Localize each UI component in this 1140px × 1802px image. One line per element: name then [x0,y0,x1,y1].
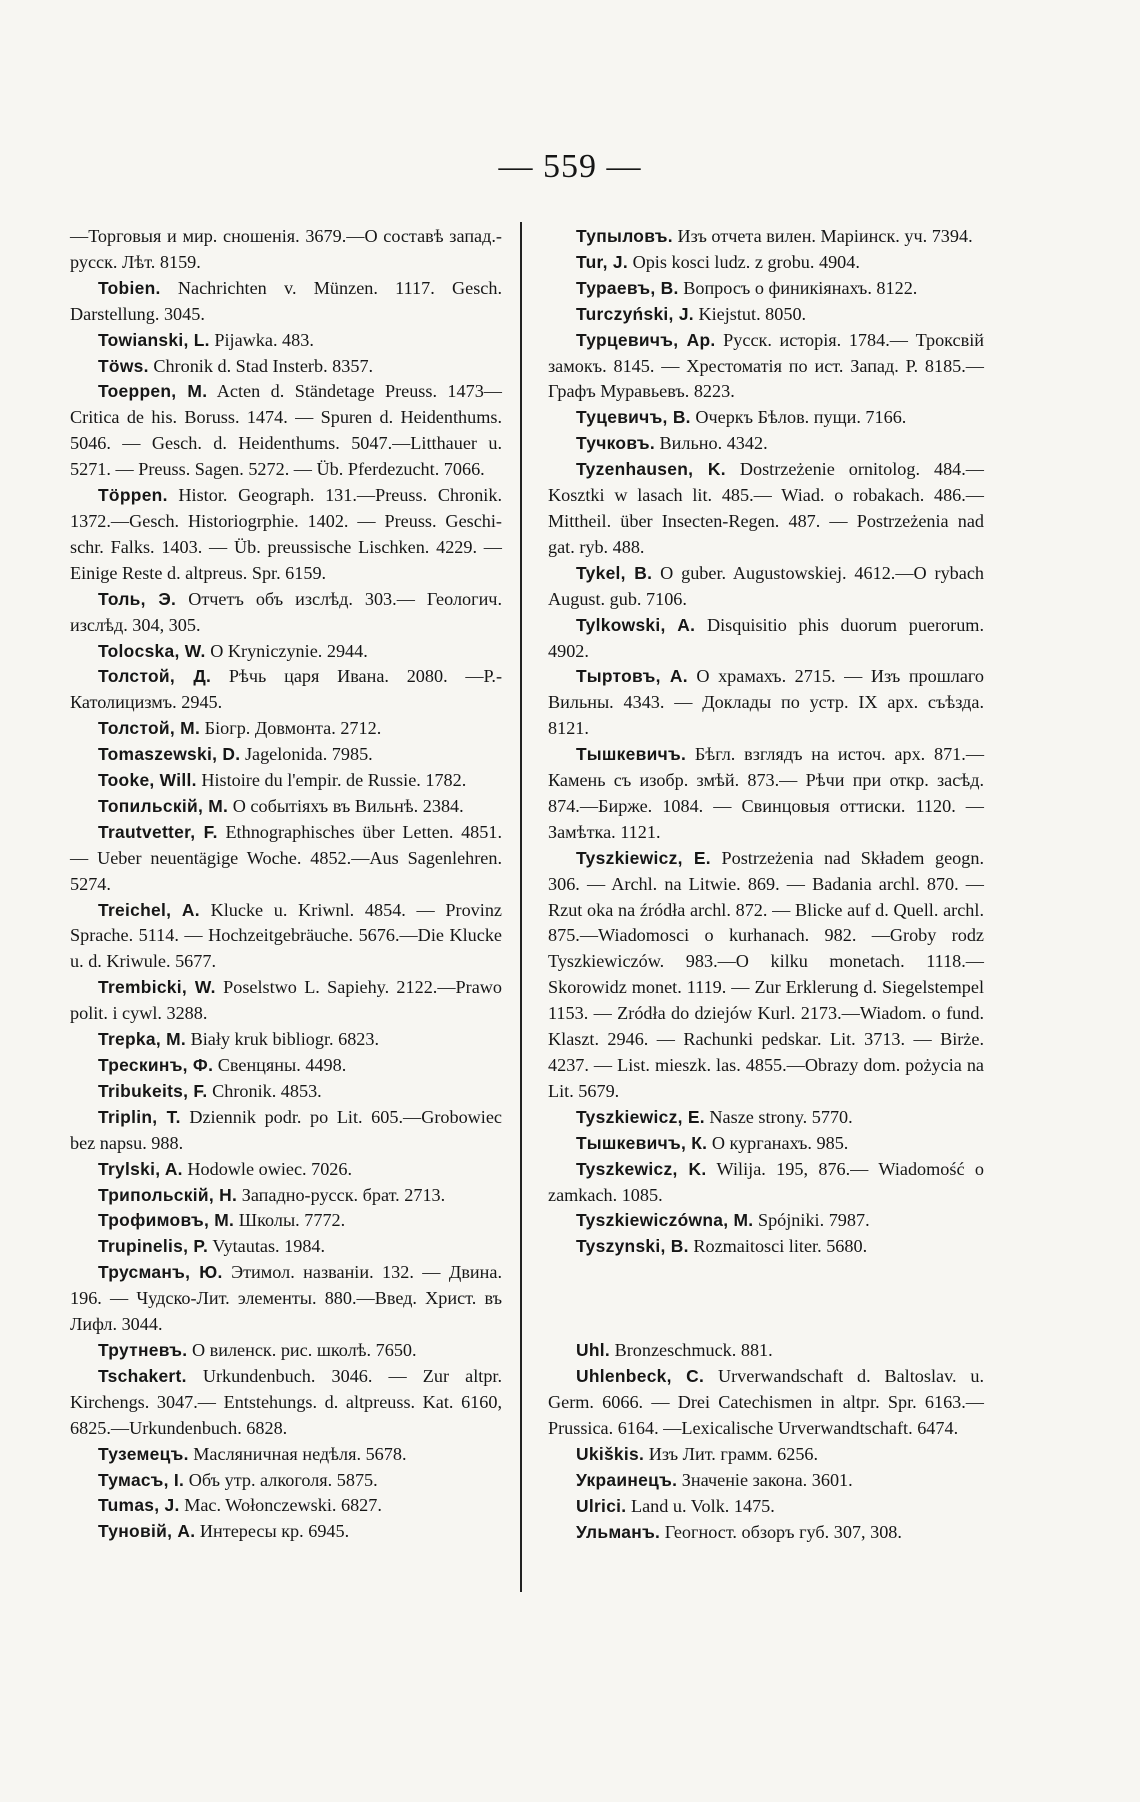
index-entry [70,1105,502,1157]
index-entry [548,224,984,250]
index-entry [548,1494,984,1520]
entry-works: О курганахъ. 985. [711,1132,849,1153]
entry-works: Свенцяны. 4498. [217,1055,347,1075]
entry-works: O Kryniczynie. 2944. [210,640,368,661]
entry-author: Тышкевичъ. [576,744,687,765]
index-entry [548,664,984,742]
entry-author: Tyszkiewicz, E. [576,1106,705,1127]
entry-author: Trepka, M. [98,1029,187,1050]
index-entry [70,1468,502,1494]
column-divider [520,222,522,1592]
entry-author: Trembicki, W. [98,977,216,998]
entry-author: Trautvetter, F. [98,821,218,842]
entry-works: Русск. исторія. 1784.— Троксвій замокъ. 8145. — Хрестоматія по ист. Запад. Р. 8185.—Графъ Муравьевъ. 8223. [548,329,985,402]
index-entry [70,328,502,354]
entry-works: Chronik. 4853. [212,1080,322,1101]
index-entry [70,354,502,380]
index-entry [70,664,502,716]
entry-author: Ulrici. [576,1495,627,1516]
entry-works: Школы. 7772. [238,1210,346,1231]
index-entry [548,846,984,1105]
entry-works: Dziennik podr. po Lit. 605.—Grobowiec bez napsu. 988. [70,1106,502,1153]
index-entry [70,742,502,768]
index-entry [548,431,984,457]
entry-author: Tur, J. [576,251,629,272]
index-entry [548,1442,984,1468]
entry-author: Толь, Э. [98,588,177,609]
index-entry [70,1027,502,1053]
index-entry [70,639,502,665]
entry-works: Ethnographisches über Letten. 4851. — Ueber neuentägige Woche. 4852.—Aus Sagenlehren. 5274. [70,821,503,894]
entry-author: Трофимовъ, М. [98,1210,235,1231]
entry-author: Tribukeits, F. [98,1080,208,1101]
index-entry [70,1493,502,1519]
index-entry [70,224,502,276]
index-entry [548,1520,984,1546]
index-entry [548,742,984,846]
index-entry [548,1468,984,1494]
index-entry [548,1105,984,1131]
entry-author: Tyszkiewiczówna, M. [576,1210,754,1231]
entry-author: Тышкевичъ, К. [576,1132,708,1153]
right-column [548,224,984,1546]
entry-works: Opis kosci ludz. z grobu. 4904. [632,251,860,272]
index-entry [70,276,502,328]
entry-author: Туновій, А. [98,1521,196,1542]
entry-works: Mac. Wołonczewski. 6827. [184,1495,382,1516]
entry-works: Бѣгл. взглядъ на источ. арх. 871.—Камень съ изобр. змѣй. 873.— Рѣчи при откр. засѣд. 874.—Бирже. 1084. — Свинцовыя оттиски. 1120. — Замѣтка. 1121. [548,744,985,842]
entry-author: Turczyński, J. [576,303,694,324]
index-entry [548,405,984,431]
entry-works: Acten d. Ständetage Preuss. 1473—Critica de his. Boruss. 1474. — Spuren d. Heidenthums. 5046. — Gesch. d. Heidenthums. 5047.—Litthauer u. 5271. — Preuss. Sagen. 5272. — Üb. Pferdezucht. 7066. [70,381,502,480]
entry-author: Tumas, J. [98,1495,180,1516]
entry-works: Вопросъ о финикіянахъ. 8122. [683,277,918,298]
entry-author: Турцевичъ, Ар. [576,329,716,350]
entry-works: Интересы кр. 6945. [199,1521,350,1542]
entry-author: Tooke, Will. [98,770,197,791]
entry-works: Dostrzeżenie ornitolog. 484.—Kosztki w lasach lit. 485.— Wiad. o robakach. 486.—Mittheil. über Insecten-Regen. 487. — Postrzeżenia nad gat. ryb. 488. [548,459,984,557]
left-column [70,224,502,1545]
index-entry [70,483,502,587]
index-entry [70,1234,502,1260]
entry-works: Nasze strony. 5770. [709,1106,853,1127]
index-entry [548,1364,984,1442]
entry-works: Spójniki. 7987. [757,1210,870,1231]
entry-author: Трусманъ, Ю. [98,1262,223,1283]
entry-author: Туземецъ. [98,1443,189,1464]
index-entry [70,1183,502,1209]
index-entry [70,975,502,1027]
entry-author: Tyszynski, B. [576,1236,689,1257]
entry-works: Вильно. 4342. [659,433,768,454]
entry-works: Объ утр. алкоголя. 5875. [188,1469,378,1490]
index-entry [548,1131,984,1157]
index-entry [70,1053,502,1079]
entry-author: Трутневъ. [98,1339,188,1360]
entry-works: Poselstwo L. Sapiehy. 2122.—Prawo polit. i cywl. 3288. [70,977,503,1024]
entry-works: Kiejstut. 8050. [698,303,807,324]
entry-author: Тупыловъ. [576,226,673,246]
entry-author: Trylski, A. [98,1158,183,1179]
entry-author: Toeppen, M. [98,381,208,402]
entry-works: Disquisitio phis duorum puerorum. 4902. [548,614,985,661]
entry-author: Тучковъ. [576,433,655,454]
entry-author: Uhlenbeck, C. [576,1366,705,1387]
entry-works: Land u. Volk. 1475. [630,1495,775,1516]
entry-author: Uhl. [576,1340,611,1361]
entry-author: Tyszkiewicz, E. [576,847,711,868]
entry-author: Tykel, B. [576,562,653,583]
entry-author: Triplin, T. [98,1106,181,1127]
index-entry [548,613,984,665]
entry-author: Tobien. [98,277,161,298]
entry-works: Histor. Geograph. 131.—Preuss. Chronik. 1372.—Gesch. Historiogrphie. 1402. — Preuss. Geschi-schr. Falks. 1403. — Üb. preussische Lischken. 4229. — Einige Reste d. altpreus. Spr. 6159. [70,485,502,583]
entry-author: Туцевичъ, В. [576,407,691,428]
entry-works: О событіяхъ въ Вильнѣ. 2384. [232,795,464,816]
entry-works: Очеркъ Бѣлов. пущи. 7166. [695,407,907,428]
section-gap [548,1260,984,1338]
entry-author: Töws. [98,355,149,376]
entry-author: Towianski, L. [98,329,210,350]
page-number: — 559 — [498,148,642,185]
index-entry [70,898,502,976]
index-entry [70,1364,502,1442]
index-entry [548,1234,984,1260]
entry-works: Значеніе закона. 3601. [681,1469,853,1490]
entry-works: —Торговыя и мир. сношенія. 3679.—О составѣ запад.-русск. Лѣт. 8159. [70,226,502,272]
index-entry [548,457,984,561]
entry-author: Tyszkewicz, K. [576,1158,707,1179]
index-entry [548,302,984,328]
entry-works: Геогност. обзоръ губ. 307, 308. [664,1521,902,1542]
entry-works: О виленск. рис. школѣ. 7650. [191,1339,417,1360]
entry-works: О храмахъ. 2715. — Изъ прошлаго Вильны. 4343. — Доклады по устр. IX арх. съѣзда. 8121. [548,666,985,739]
entry-author: Трескинъ, Ф. [98,1055,214,1075]
entry-author: Treichel, A. [98,899,200,920]
entry-author: Украинецъ. [576,1469,678,1490]
index-entry [70,1338,502,1364]
entry-author: Töppen. [98,485,168,506]
entry-works: Этимол. названіи. 132. — Двина. 196. — Чудско-Лит. элементы. 880.—Введ. Христ. въ Лифл. 3044. [70,1262,502,1335]
entry-works: Urverwandschaft d. Baltoslav. u. Germ. 6066. — Drei Catechismen in altpr. Spr. 6163.— Prussica. 6164. —Lexicalische Urverwandtschaft. 6474. [548,1366,984,1438]
entry-works: Рѣчь царя Ивана. 2080. —Р.-Католицизмъ. 2945. [70,666,502,713]
entry-author: Трипольскій, Н. [98,1184,238,1205]
entry-works: Отчетъ объ изслѣд. 303.— Геологич. изслѣд. 304, 305. [70,588,502,635]
entry-works: Nachrichten v. Münzen. 1117. Gesch. Darstellung. 3045. [70,277,502,324]
index-entry [70,379,502,483]
entry-author: Tyzenhausen, K. [576,459,726,480]
entry-author: Тураевъ, В. [576,277,679,298]
entry-author: Толстой, М. [98,718,201,739]
index-entry [70,1442,502,1468]
index-entry [70,1208,502,1234]
entry-author: Tylkowski, A. [576,614,696,635]
entry-author: Тумасъ, І. [98,1469,185,1490]
index-entry [70,1519,502,1545]
index-entry [70,1079,502,1105]
entry-works: Западно-русск. брат. 2713. [241,1184,446,1205]
index-entry [548,1208,984,1234]
entry-works: Wilija. 195, 876.— Wiadomość o zamkach. 1085. [548,1158,984,1205]
entry-author: Tschakert. [98,1365,187,1386]
entry-works: Vytautas. 1984. [212,1236,326,1257]
index-entry [70,820,502,898]
entry-author: Тыртовъ, А. [576,666,688,687]
index-entry [70,716,502,742]
entry-works: Rozmaitosci liter. 5680. [693,1236,868,1257]
index-entry [548,328,984,406]
entry-works: Jagelonida. 7985. [244,744,373,765]
entry-works: Изъ Лит. грамм. 6256. [648,1443,819,1464]
entry-works: Chronik d. Stad Insterb. 8357. [153,355,374,376]
entry-works: Изъ отчета вилен. Маріинск. уч. 7394. [677,226,973,246]
entry-works: Histoire du l'empir. de Russie. 1782. [201,770,467,791]
entry-works: Біогр. Довмонта. 2712. [204,718,382,739]
entry-author: Толстой, Д. [98,666,212,687]
entry-works: Klucke u. Kriwnl. 4854. — Provinz Sprache. 5114. — Hochzeitgebräuche. 5676.—Die Klucke u. d. Kriwule. 5677. [70,899,502,972]
entry-author: Ukiškis. [576,1443,645,1464]
entry-works: Urkundenbuch. 3046. — Zur altpr. Kirchengs. 3047.— Entstehungs. d. altpreuss. Kat. 6160, 6825.—Urkundenbuch. 6828. [70,1365,503,1438]
index-entry [548,561,984,613]
index-entry [70,768,502,794]
entry-author: Tomaszewski, D. [98,744,241,765]
entry-works: Масляничная недѣля. 5678. [193,1443,407,1464]
index-entry [70,794,502,820]
entry-author: Tolocska, W. [98,640,206,661]
entry-author: Ульманъ. [576,1521,661,1542]
entry-author: Trupinelis, P. [98,1236,209,1257]
entry-works: Pijawka. 483. [214,329,314,350]
index-entry [70,1157,502,1183]
entry-works: O guber. Augustowskiej. 4612.—O rybach August. gub. 7106. [548,562,985,609]
index-entry [70,587,502,639]
entry-author: Топильскій, М. [98,795,229,816]
entry-works: Biały kruk bibliogr. 6823. [190,1029,380,1050]
index-entry [548,276,984,302]
entry-works: Bronzeschmuck. 881. [614,1340,773,1361]
index-entry [548,250,984,276]
index-entry [70,1260,502,1338]
index-entry [548,1157,984,1209]
entry-works: Hodowle owiec. 7026. [187,1158,353,1179]
index-entry [548,1338,984,1364]
entry-works: Postrzeżenia nad Składem geogn. 306. — Archl. na Litwie. 869. — Badania archl. 870. — Rzut oka na źródła archl. 872. — Blicke auf d. Quell. archl. 875.—Wiadomosci o kurhanach. 982. —Groby rodz Tyszkiewiczów. 983.—O kilku monetach. 1118.—Skorowidz monet. 1119. — Zur Erklerung d. Siegelstempel 1153. — Zródła do dziejów Kurl. 2173.—Wiadom. o fund. Klaszt. 2946. — Rachunki pedskar. Lit. 3713. — Birże. 4237. — List. mieszk. las. 4855.—Obrazy dom. pożycia na Lit. 5679. [548,847,985,1101]
